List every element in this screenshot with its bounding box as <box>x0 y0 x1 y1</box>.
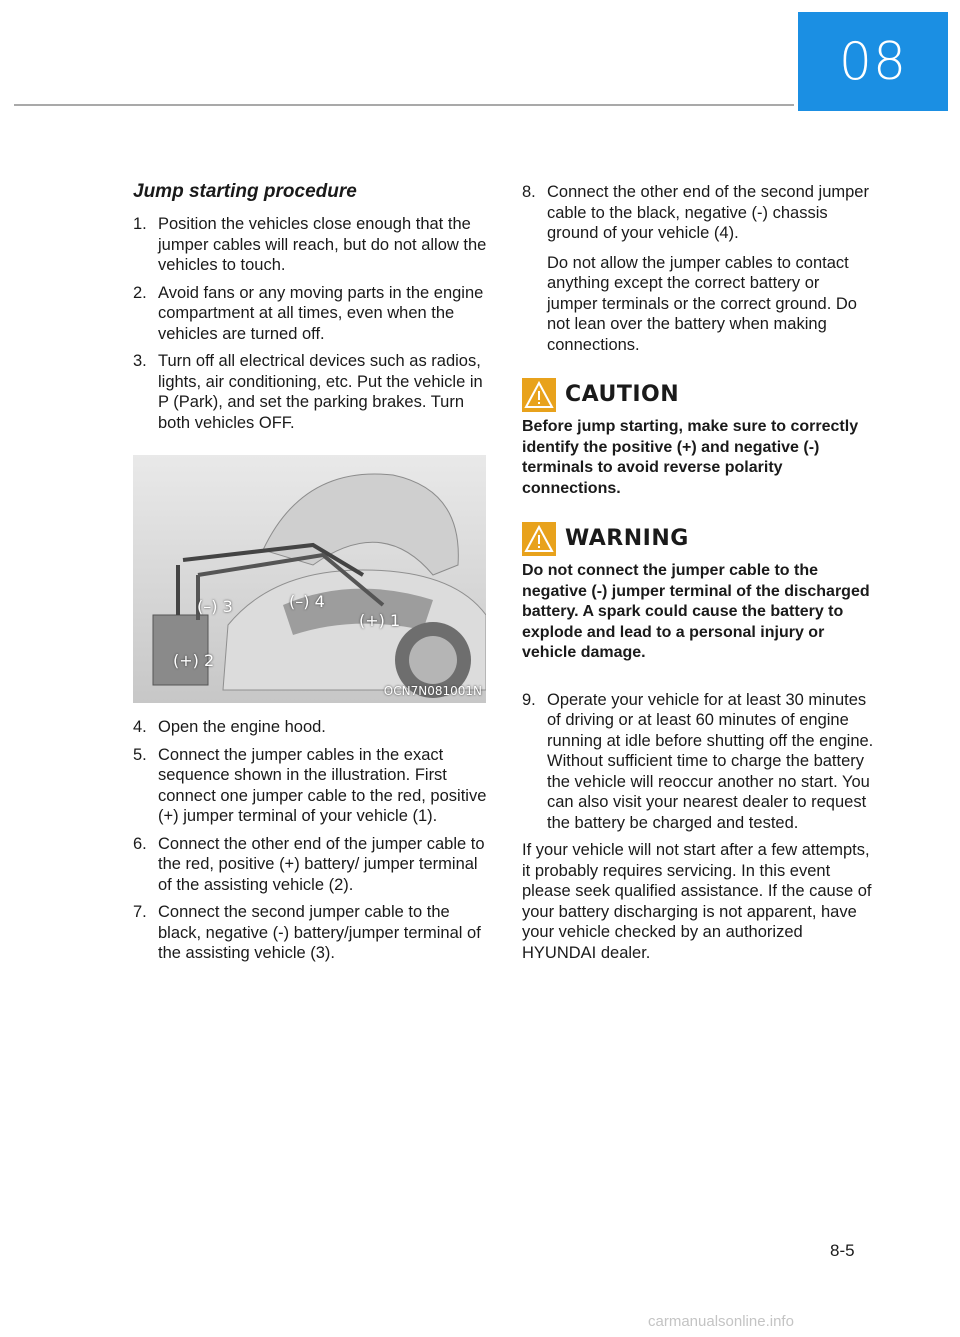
step-number: 8. <box>522 183 536 201</box>
step-number: 1. <box>133 215 147 233</box>
wheel-rim <box>409 636 457 684</box>
steps-list-a <box>133 214 488 433</box>
step-number: 5. <box>133 745 147 764</box>
caution-title: CAUTION <box>565 381 680 407</box>
warning-triangle-icon <box>522 522 556 556</box>
caution-box <box>522 377 874 499</box>
header-rule <box>14 104 794 106</box>
step-text: Operate your vehicle for at least 30 minutes of driving or at least 60 minutes of engine running at idle before shutting off the engine. Without sufficient time to charge the battery the vehicle will reoccur another no start. You can also visit your nearest dealer to request the battery be charged and tested. <box>547 690 874 832</box>
caution-body: Before jump starting, make sure to correctly identify the positive (+) and negative (-) terminals to avoid reverse polarity connections. <box>522 418 859 497</box>
step-text: Connect the jumper cables in the exact sequence shown in the illustration. First connect one jumper cable to the red, positive (+) jumper terminal of your vehicle (1). <box>158 745 487 825</box>
steps-list-b <box>133 717 488 964</box>
list-item <box>133 717 488 738</box>
section-heading: Jump starting procedure <box>133 181 357 202</box>
watermark: carmanualsonline.info <box>648 1313 794 1330</box>
jump-start-illustration <box>133 455 486 703</box>
step-text: Avoid fans or any moving parts in the engine compartment at all times, even when the vehicles are turned off. <box>158 283 484 343</box>
list-item <box>522 690 874 834</box>
step-number: 3. <box>133 352 147 370</box>
list-item <box>133 214 488 276</box>
step-note: Do not allow the jumper cables to contact anything except the correct battery or jumper terminals or the correct ground. Do not lean over the battery when making connections. <box>547 253 857 354</box>
steps-list-c <box>522 182 874 355</box>
step-number: 9. <box>522 690 536 709</box>
step-text: Open the engine hood. <box>158 718 326 736</box>
right-column <box>522 182 874 980</box>
caution-warning-icon <box>522 378 556 412</box>
closing-paragraph: If your vehicle will not start after a few attempts, it probably requires servicing. In this event please seek qualified assistance. If the cause of your battery discharging is not apparent, have your vehicle checked by an authorized HYUNDAI dealer. <box>522 841 872 962</box>
label-negative-3: (–) 3 <box>197 597 233 616</box>
chapter-number: 08 <box>838 31 908 92</box>
step-text: Connect the second jumper cable to the black, negative (-) battery/jumper terminal of the assisting vehicle (3). <box>158 903 481 962</box>
step-number: 7. <box>133 903 147 921</box>
list-item <box>133 283 488 345</box>
warning-box <box>522 521 874 664</box>
warning-body: Do not connect the jumper cable to the negative (-) jumper terminal of the discharged battery. A spark could cause the battery to explode and lead to a personal injury or vehicle damage. <box>522 562 870 661</box>
label-negative-4: (–) 4 <box>289 592 325 611</box>
steps-list-d <box>522 690 874 834</box>
step-text: Position the vehicles close enough that the jumper cables will reach, but do not allow the vehicles to touch. <box>158 215 487 274</box>
step-number: 2. <box>133 283 147 302</box>
list-item <box>133 834 488 896</box>
list-item <box>522 182 874 355</box>
figure-code: OCN7N081001N <box>383 683 482 698</box>
warning-title: WARNING <box>565 525 689 551</box>
label-positive-1: (+) 1 <box>359 611 401 630</box>
assisting-battery <box>153 615 208 685</box>
list-item <box>133 902 488 964</box>
left-column <box>133 180 488 971</box>
step-text: Connect the other end of the second jumper cable to the black, negative (-) chassis ground of your vehicle (4). <box>547 183 869 242</box>
step-number: 6. <box>133 834 147 853</box>
label-positive-2: (+) 2 <box>173 651 215 670</box>
chapter-tab <box>798 12 948 111</box>
step-text: Turn off all electrical devices such as radios, lights, air conditioning, etc. Put the vehicle in P (Park), and set the parking brakes. Turn both vehicles OFF. <box>158 352 483 432</box>
list-item <box>133 745 488 827</box>
step-number: 4. <box>133 718 147 736</box>
list-item <box>133 351 488 433</box>
page-number: 8-5 <box>830 1241 855 1260</box>
step-text: Connect the other end of the jumper cable to the red, positive (+) battery/ jumper terminal of the assisting vehicle (2). <box>158 834 485 894</box>
